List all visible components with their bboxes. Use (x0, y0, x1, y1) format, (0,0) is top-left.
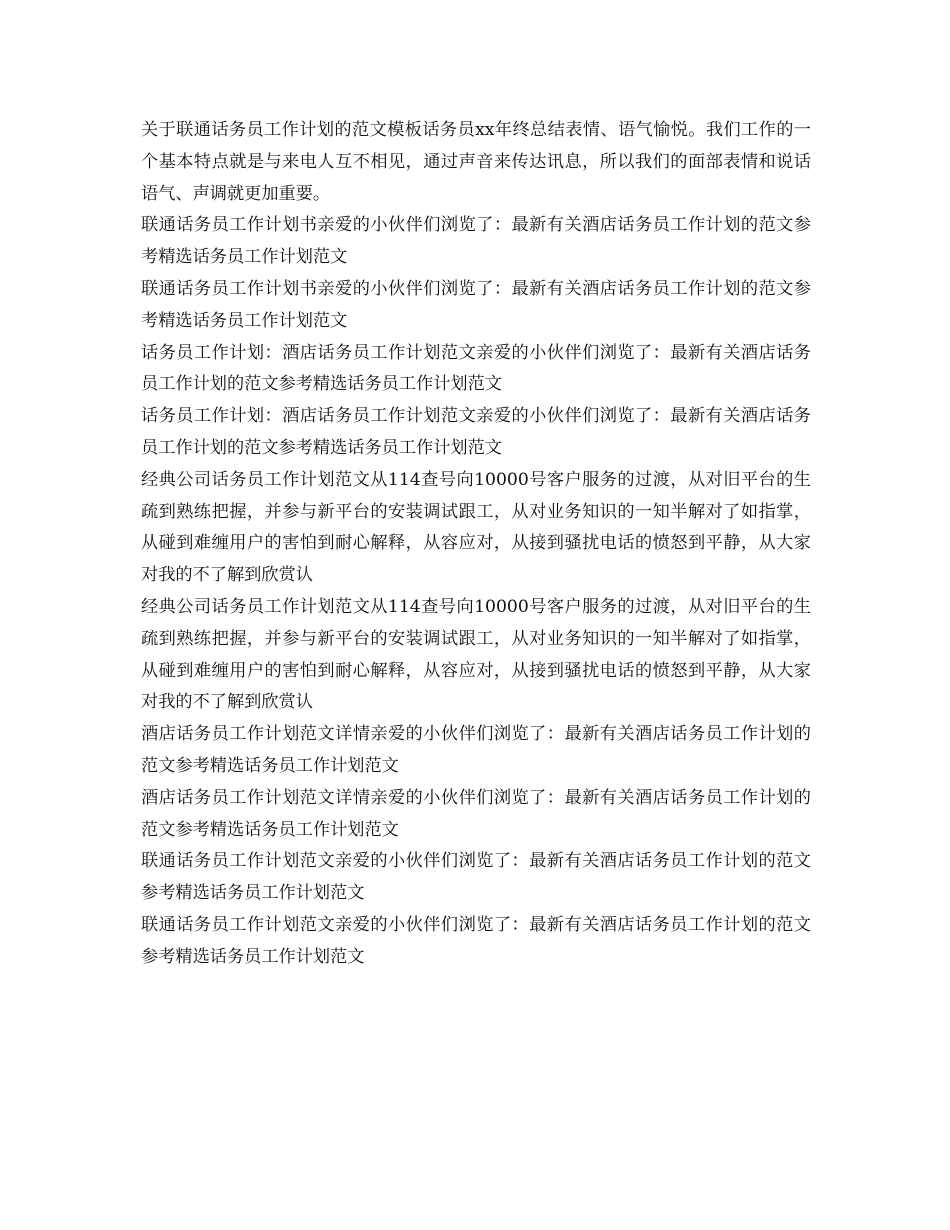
paragraph: 经典公司话务员工作计划范文从114查号向10000号客户服务的过渡，从对旧平台的生疏到熟练把握，并参与新平台的安装调试跟工，从对业务知识的一知半解对了如指掌，从碰到难缠用户的害怕到耐心解释，从容应对，从接到骚扰电话的愤怒到平静，从大家对我的不了解到欣赏认 (141, 596, 811, 713)
paragraph: 联通话务员工作计划书亲爱的小伙伴们浏览了：最新有关酒店话务员工作计划的范文参考精选话务员工作计划范文 (141, 215, 811, 268)
paragraph: 酒店话务员工作计划范文详情亲爱的小伙伴们浏览了：最新有关酒店话务员工作计划的范文参考精选话务员工作计划范文 (141, 787, 811, 840)
paragraph-intro: 关于联通话务员工作计划的范文模板话务员xx年终总结表情、语气愉悦。我们工作的一个基本特点就是与来电人互不相见，通过声音来传达讯息，所以我们的面部表情和说话语气、声调就更加重要。 (141, 120, 811, 204)
paragraph: 联通话务员工作计划范文亲爱的小伙伴们浏览了：最新有关酒店话务员工作计划的范文参考精选话务员工作计划范文 (141, 851, 811, 904)
paragraph: 酒店话务员工作计划范文详情亲爱的小伙伴们浏览了：最新有关酒店话务员工作计划的范文参考精选话务员工作计划范文 (141, 724, 811, 776)
paragraph: 经典公司话务员工作计划范文从114查号向10000号客户服务的过渡，从对旧平台的生疏到熟练把握，并参与新平台的安装调试跟工，从对业务知识的一知半解对了如指掌，从碰到难缠用户的害怕到耐心解释，从容应对，从接到骚扰电话的愤怒到平静，从大家对我的不了解到欣赏认 (141, 469, 811, 586)
paragraph: 联通话务员工作计划范文亲爱的小伙伴们浏览了：最新有关酒店话务员工作计划的范文参考精选话务员工作计划范文 (141, 914, 811, 967)
paragraph: 联通话务员工作计划书亲爱的小伙伴们浏览了：最新有关酒店话务员工作计划的范文参考精选话务员工作计划范文 (141, 278, 811, 331)
document-body (141, 115, 811, 974)
paragraph: 话务员工作计划：酒店话务员工作计划范文亲爱的小伙伴们浏览了：最新有关酒店话务员工作计划的范文参考精选话务员工作计划范文 (141, 342, 811, 395)
paragraph: 话务员工作计划：酒店话务员工作计划范文亲爱的小伙伴们浏览了：最新有关酒店话务员工作计划的范文参考精选话务员工作计划范文 (141, 406, 811, 458)
